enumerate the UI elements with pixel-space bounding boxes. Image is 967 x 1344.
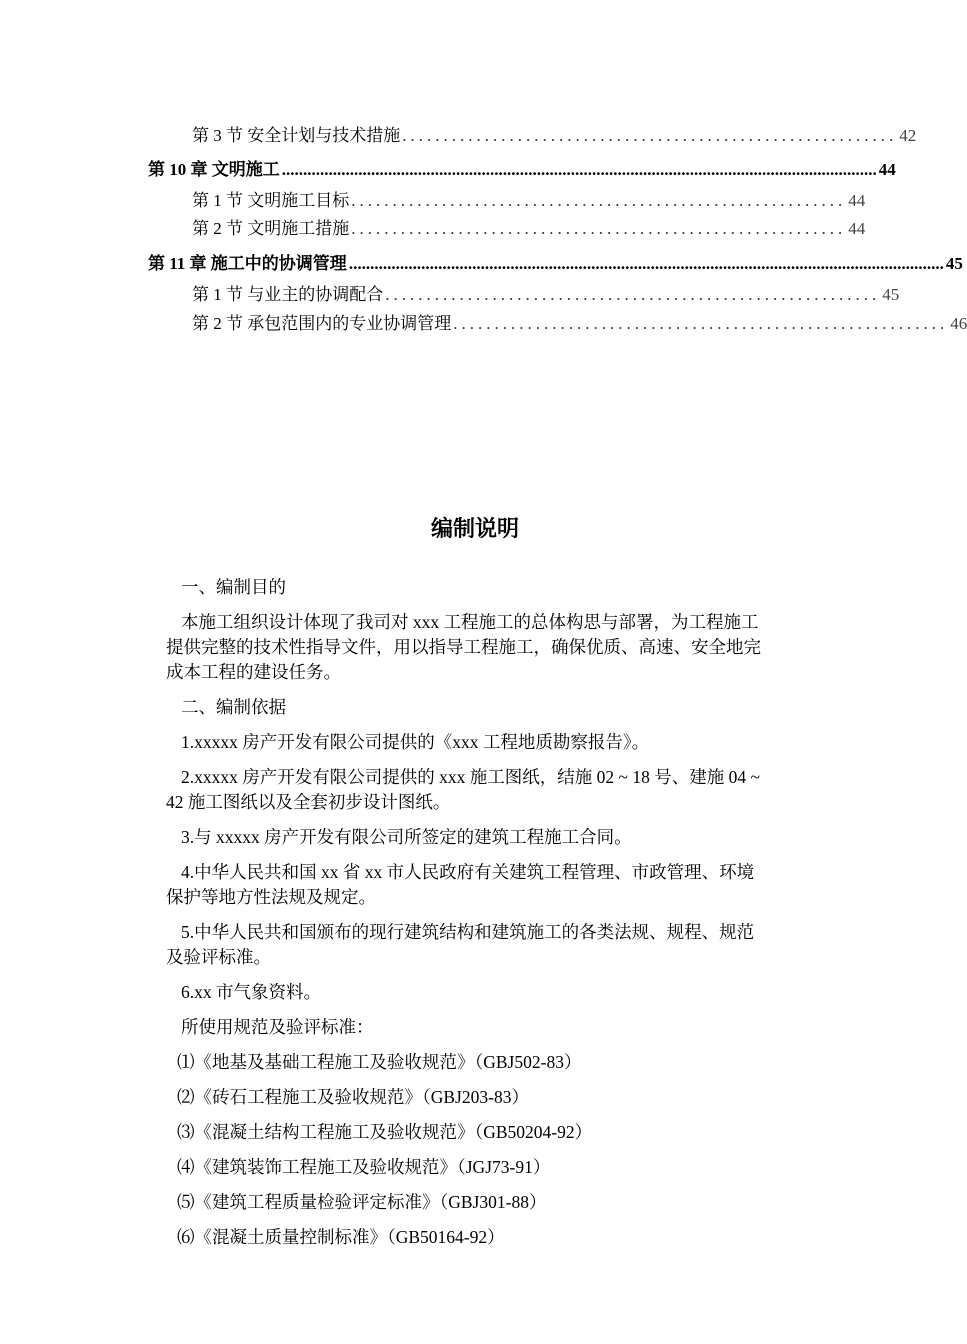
basis-item: 3.与 xxxxx 房产开发有限公司所签定的建筑工程施工合同。 — [181, 827, 632, 847]
standard-item: ⑴《地基及基础工程施工及验收规范》（GBJ502-83） — [177, 1052, 582, 1072]
standards-heading: 所使用规范及验评标准： — [181, 1017, 374, 1037]
toc-entry-page: 44 — [848, 219, 866, 238]
toc-entry-label: 第 3 节 安全计划与技术措施 — [192, 126, 401, 145]
standard-item: ⑹《混凝土质量控制标准》（GB50164-92） — [177, 1227, 505, 1247]
standard-item: ⑷《建筑装饰工程施工及验收规范》（JGJ73-91） — [177, 1157, 551, 1177]
toc-entry[interactable] — [192, 280, 900, 305]
basis-item: 4.中华人民共和国 xx 省 xx 市人民政府有关建筑工程管理、市政管理、环境保护等地方性法规及规定。 — [166, 862, 755, 907]
toc-leader-dots: ............................................................................................................................................ — [348, 254, 944, 273]
standard-item: ⑶《混凝土结构工程施工及验收规范》（GB50204-92） — [177, 1122, 593, 1142]
toc-entry-label: 第 2 节 承包范围内的专业协调管理 — [192, 314, 452, 333]
toc-entry[interactable] — [192, 186, 866, 211]
toc-entry[interactable] — [192, 309, 967, 334]
document-title: 编制说明 — [430, 517, 519, 542]
toc-entry-label: 第 10 章 文明施工 — [148, 160, 280, 179]
toc-leader-dots: ............................................................ — [453, 314, 949, 333]
purpose-heading: 一、编制目的 — [181, 577, 286, 597]
basis-item: 6.xx 市气象资料。 — [181, 982, 321, 1002]
toc-entry-label: 第 11 章 施工中的协调管理 — [148, 254, 347, 273]
toc-leader-dots: ............................................................ — [385, 285, 881, 304]
toc-leader-dots: ............................................................ — [402, 126, 898, 145]
standard-item: ⑸《建筑工程质量检验评定标准》（GBJ301-88） — [177, 1192, 547, 1212]
toc-leader-dots: ............................................................................................................................................ — [281, 160, 877, 179]
toc-entry-label: 第 1 节 与业主的协调配合 — [192, 285, 384, 304]
purpose-paragraph: 本施工组织设计体现了我司对 xxx 工程施工的总体构思与部署，为工程施工提供完整的技术性指导文件，用以指导工程施工，确保优质、高速、安全地完成本工程的建设任务。 — [166, 612, 761, 682]
toc-entry[interactable] — [192, 214, 866, 239]
toc-entry-page: 42 — [899, 126, 917, 145]
toc-entry-label: 第 1 节 文明施工目标 — [192, 191, 350, 210]
basis-item: 2.xxxxx 房产开发有限公司提供的 xxx 施工图纸，结施 02 ~ 18 号、建施 04 ~ 42 施工图纸以及全套初步设计图纸。 — [166, 767, 760, 812]
toc-entry[interactable] — [148, 155, 896, 180]
toc-entry-page: 44 — [848, 191, 866, 210]
toc-leader-dots: ............................................................ — [351, 191, 847, 210]
document-body — [166, 575, 766, 1260]
toc-entry[interactable] — [148, 249, 963, 274]
toc-entry[interactable] — [192, 121, 917, 146]
basis-item: 5.中华人民共和国颁布的现行建筑结构和建筑施工的各类法规、规程、规范及验评标准。 — [166, 922, 755, 967]
toc-entry-page: 44 — [878, 160, 896, 179]
toc-entry-page: 45 — [882, 285, 900, 304]
basis-item: 1.xxxxx 房产开发有限公司提供的《xxx 工程地质勘察报告》。 — [181, 732, 650, 752]
toc-entry-page: 46 — [950, 314, 967, 333]
standard-item: ⑵《砖石工程施工及验收规范》（GBJ203-83） — [177, 1087, 529, 1107]
basis-heading: 二、编制依据 — [181, 697, 286, 717]
toc-leader-dots: ............................................................ — [351, 219, 847, 238]
toc-entry-page: 45 — [945, 254, 963, 273]
toc-entry-label: 第 2 节 文明施工措施 — [192, 219, 350, 238]
